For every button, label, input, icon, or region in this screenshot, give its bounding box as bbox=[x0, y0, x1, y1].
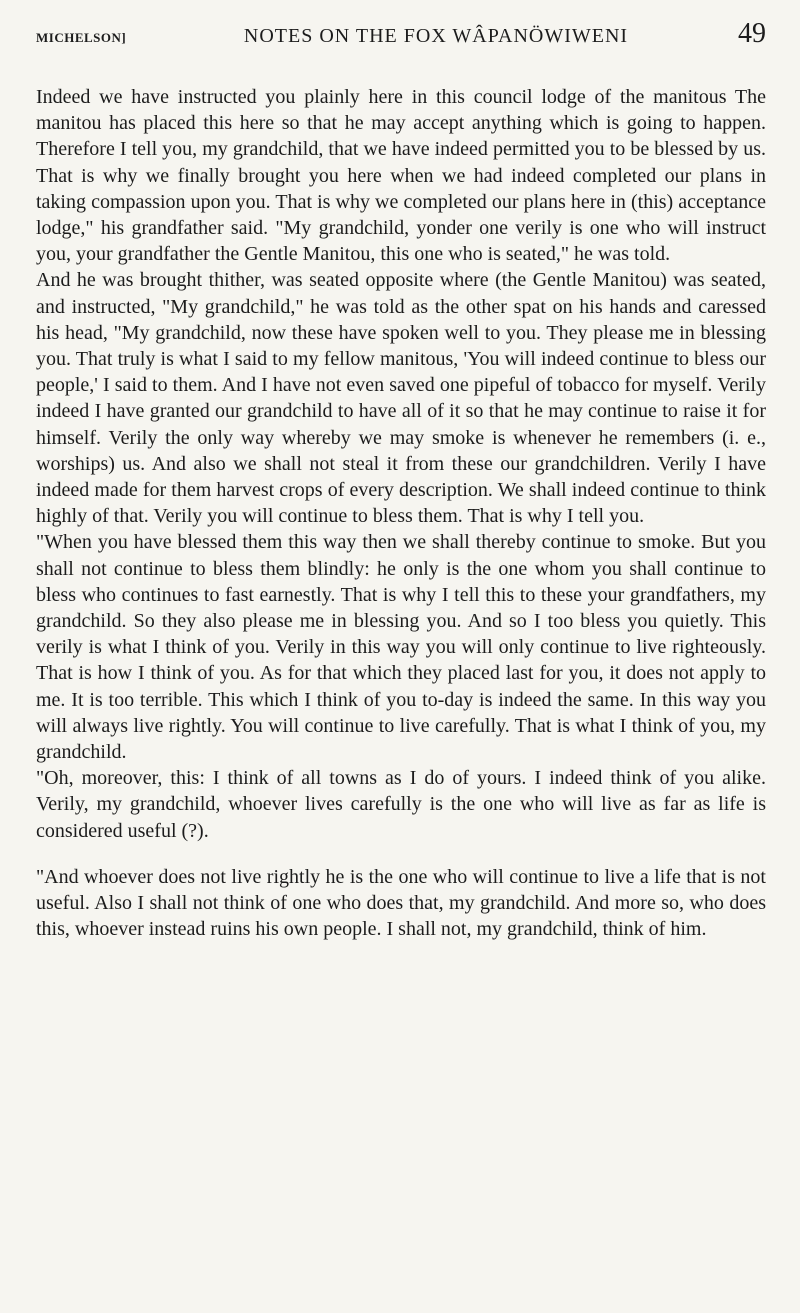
running-head-title: NOTES ON THE FOX WÂPANÖWIWENI bbox=[243, 25, 629, 47]
page-number: 49 bbox=[738, 18, 766, 49]
running-head-author: MICHELSON] bbox=[36, 30, 127, 45]
paragraph: "And whoever does not live rightly he is the one who will continue to live a life that is not useful. Also I shall not think of one who does that, my grandchild. And more so, who does this, whoever instead ruins his own people. I shall not, my grandchild, think of him. bbox=[36, 865, 766, 941]
book-page bbox=[36, 18, 766, 943]
page-body bbox=[36, 84, 766, 943]
running-header bbox=[36, 18, 766, 68]
paragraph: And he was brought thither, was seated opposite where (the Gentle Manitou) was seated, and instructed, "My grandchild," he was told as the other spat on his hands and caressed his head, "My grandchild, now these have spoken well to you. They please me in blessing you. That truly is what I said to my fellow manitous, 'You will indeed continue to bless our people,' I said to them. And I have not even saved one pipeful of tobacco for myself. Verily indeed I have granted our grandchild to have all of it so that he may continue to raise it for himself. Verily the only way whereby we may smoke is whenever he remembers (i. e., worships) us. And also we shall not steal it from these our grandchildren. Verily I have indeed made for them harvest crops of every description. We shall indeed continue to think highly of that. Verily you will continue to bless them. That is why I tell you. bbox=[36, 269, 766, 528]
paragraph: "When you have blessed them this way then we shall thereby continue to smoke. But you shall not continue to bless them blindly: he only is the one whom you shall continue to bless who continues to fast earnestly. That is why I tell this to these your grandfathers, my grandchild. So they also please me in blessing you. And so I too bless you quietly. This verily is what I think of you. Verily in this way you will only continue to live righteously. That is how I think of you. As for that which they placed last for you, it does not apply to me. It is too terrible. This which I think of you to-day is indeed the same. In this way you will always live rightly. You will continue to live carefully. That is what I think of you, my grandchild. bbox=[36, 531, 766, 764]
paragraph: Indeed we have instructed you plainly here in this council lodge of the manitous The manitou has placed this here so that he may accept anything which is going to happen. Therefore I tell you, my grandchild, that we have indeed permitted you to be blessed by us. That is why we finally brought you here when we had indeed completed our plans in taking compassion upon you. That is why we completed our plans here in (this) acceptance lodge," his grandfather said. "My grandchild, yonder one verily is one who will instruct you, your grandfather the Gentle Manitou, this one who is seated," he was told. bbox=[36, 86, 766, 266]
paragraph: "Oh, moreover, this: I think of all towns as I do of yours. I indeed think of you alike. Verily, my grandchild, whoever lives carefully is the one who will live as far as life is considered useful (?). bbox=[36, 767, 766, 842]
